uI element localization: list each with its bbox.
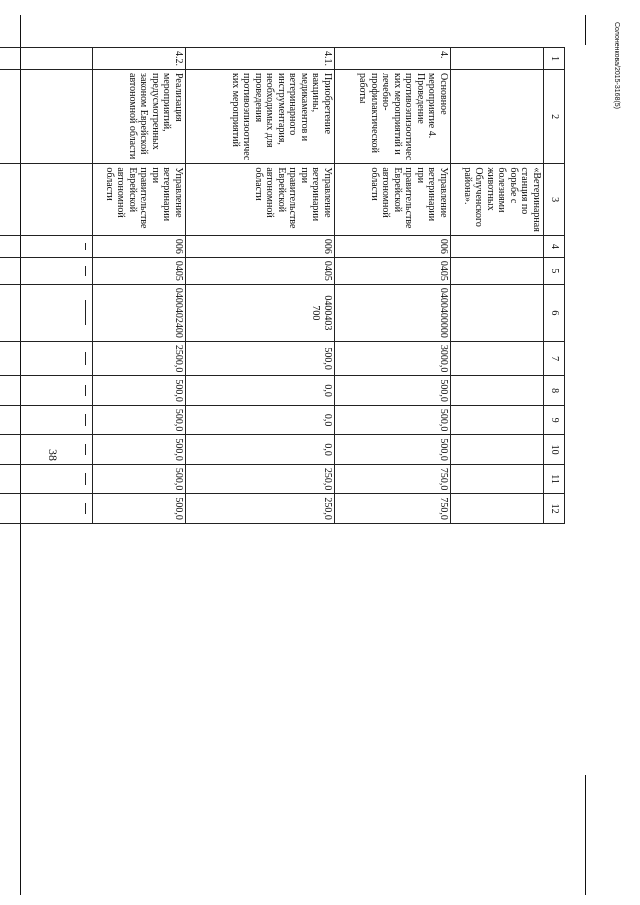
header-cell: 5	[544, 257, 565, 284]
cell-c9	[451, 405, 544, 435]
cell-executor: Управление ветеринарии при правительстве Еврейской автономной области	[93, 164, 186, 235]
dash-mark	[0, 435, 93, 465]
table-row	[451, 48, 544, 524]
cell-c10: 500,0	[335, 435, 451, 465]
cell-c8: 500,0	[335, 376, 451, 406]
cell-name	[451, 70, 544, 164]
cell-c8: 500,0	[93, 376, 186, 406]
header-cell: 11	[544, 464, 565, 494]
dash-mark	[0, 235, 93, 257]
header-cell: 2	[544, 70, 565, 164]
cell-c5: 0405	[93, 257, 186, 284]
cell-c10	[451, 435, 544, 465]
table-row	[335, 48, 451, 524]
cell-c5: 0405	[186, 257, 335, 284]
table-row	[93, 48, 186, 524]
dash-mark	[0, 376, 93, 406]
cell-name: Реализация мероприятий, предусмотренных законом Еврейской автономной области	[93, 70, 186, 164]
cell-empty	[0, 70, 93, 164]
table-row	[186, 48, 335, 524]
cell-empty	[0, 164, 93, 235]
dash-mark	[0, 284, 93, 341]
cell-c12: 250,0	[186, 494, 335, 524]
header-cell: 9	[544, 405, 565, 435]
cell-name: Приобретение вакцины, медикаментов и ветеринарного инструментария, необходимых для проведения противоэпизоотичес ких мероприятий	[186, 70, 335, 164]
cell-executor: Управление ветеринарии при правительстве Еврейской автономной области	[186, 164, 335, 235]
cell-c8	[451, 376, 544, 406]
cell-c6: 0400403 700	[186, 284, 335, 341]
budget-table	[0, 47, 565, 524]
dash-mark	[0, 464, 93, 494]
cell-c6: 0400400000	[335, 284, 451, 341]
cell-c7: 500,0	[186, 341, 335, 376]
cell-c12: 750,0	[335, 494, 451, 524]
cell-c10: 0,0	[186, 435, 335, 465]
cell-c8: 0,0	[186, 376, 335, 406]
dash-mark	[0, 341, 93, 376]
header-cell: 4	[544, 235, 565, 257]
cell-c5: 0405	[335, 257, 451, 284]
dash-mark	[0, 405, 93, 435]
cell-c9: 500,0	[93, 405, 186, 435]
cell-number: 4.	[335, 48, 451, 70]
header-cell: 6	[544, 284, 565, 341]
header-cell: 10	[544, 435, 565, 465]
cell-c9: 500,0	[335, 405, 451, 435]
cell-c4: 006	[186, 235, 335, 257]
cell-c10: 500,0	[93, 435, 186, 465]
header-cell: 1	[544, 48, 565, 70]
cell-c6: 0400402400	[93, 284, 186, 341]
cell-name: Основное мероприятие 4. Проведение противоэпизоотичес ких мероприятий и лечебно-профилактической работы	[335, 70, 451, 164]
cell-number: 4.2.	[93, 48, 186, 70]
cell-c9: 0,0	[186, 405, 335, 435]
scan-edge-right	[585, 15, 586, 45]
cell-number	[451, 48, 544, 70]
cell-c7: 3000,0	[335, 341, 451, 376]
cell-c11: 750,0	[335, 464, 451, 494]
cell-c4	[451, 235, 544, 257]
cell-number: 4.1.	[186, 48, 335, 70]
header-cell: 8	[544, 376, 565, 406]
header-cell: 7	[544, 341, 565, 376]
cell-c5	[451, 257, 544, 284]
cell-c12: 500,0	[93, 494, 186, 524]
cell-c4: 006	[93, 235, 186, 257]
scan-edge-right-bottom	[585, 775, 586, 895]
cell-c11	[451, 464, 544, 494]
header-cell: 3	[544, 164, 565, 235]
cell-empty	[0, 48, 93, 70]
cell-c6	[451, 284, 544, 341]
cell-c11: 250,0	[186, 464, 335, 494]
dash-mark	[0, 257, 93, 284]
cell-c11: 500,0	[93, 464, 186, 494]
table-header-row	[544, 48, 565, 524]
cell-c7: 2500,0	[93, 341, 186, 376]
cell-c4: 006	[335, 235, 451, 257]
cell-c12	[451, 494, 544, 524]
dash-mark	[0, 494, 93, 524]
cell-executor: Управление ветеринарии при правительстве Еврейской автономной области	[335, 164, 451, 235]
budget-table-container	[0, 47, 565, 524]
cell-executor: «Ветеринарная станция по борьбе с болезнями животных Облученского района».	[451, 164, 544, 235]
cell-c7	[451, 341, 544, 376]
table-row-dashes	[0, 48, 93, 524]
header-cell: 12	[544, 494, 565, 524]
page-number: 38	[46, 449, 60, 461]
footer-reference: Солоненкова/2015-3168(5)	[613, 22, 620, 110]
